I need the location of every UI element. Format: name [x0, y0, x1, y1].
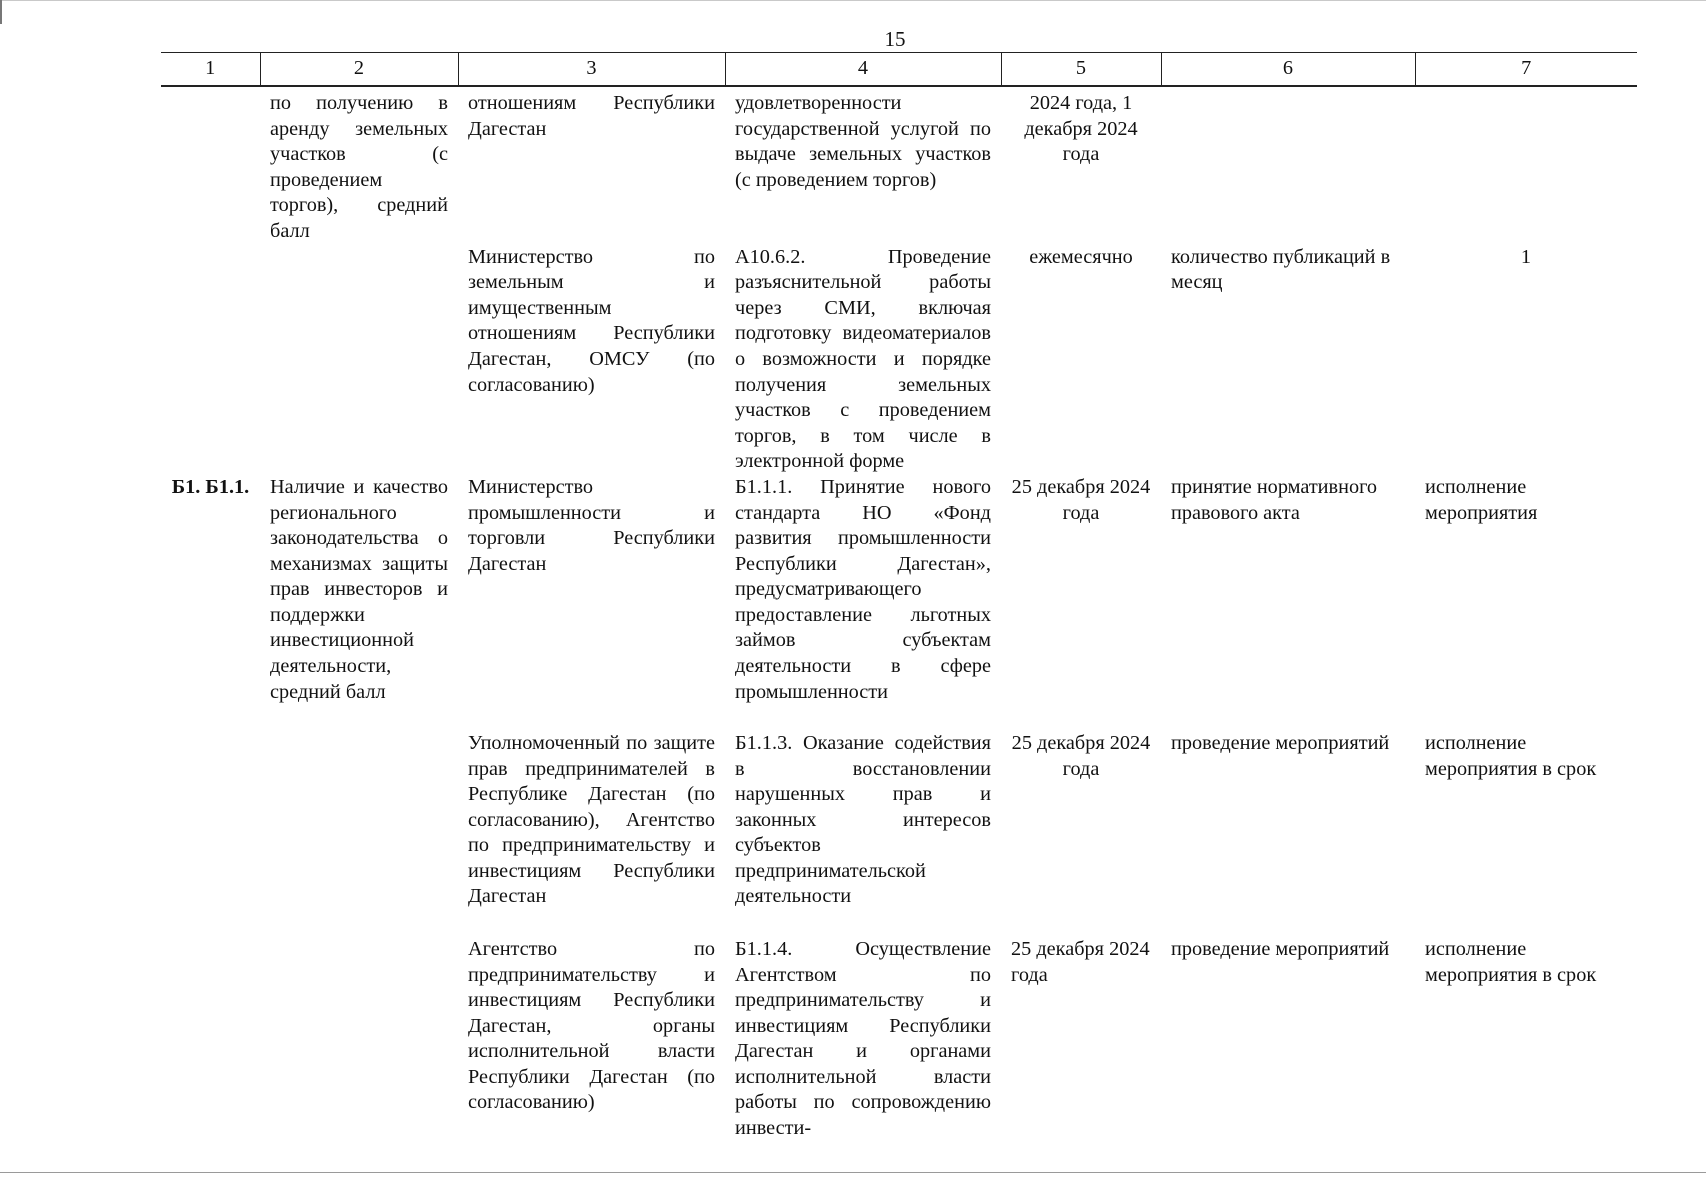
deadline: 25 декабря 2024 года	[1011, 937, 1150, 986]
item-code	[161, 86, 260, 245]
activity-description: А10.6.2. Проведение разъяснительной работы через СМИ, включая подготовку видеоматериалов о возможности и порядке получения земельных участков с проведением торгов, в том числе в электронной форме	[735, 245, 991, 473]
activity-description: Б1.1.1. Принятие нового стандарта НО «Фонд развития промышленности Республики Дагестан», предусматривающего предоставление льготных займов субъектам деятельности в сфере промышленности	[735, 475, 991, 703]
indicator-name: по получению в аренду земельных участков (с проведением торгов), средний балл	[270, 92, 448, 242]
table-row	[161, 937, 1637, 1142]
page-number: 15	[884, 27, 906, 51]
result-indicator: количество публикаций в месяц	[1171, 245, 1391, 294]
plan-table	[161, 52, 1637, 1142]
target-value	[1415, 86, 1637, 245]
target-value: 1	[1520, 245, 1532, 268]
result-indicator: принятие нормативного правового акта	[1171, 475, 1378, 524]
column-header-6: 6	[1161, 53, 1415, 87]
deadline: 25 декабря 2024 года	[1011, 475, 1151, 524]
deadline: 25 декабря 2024 года	[1011, 731, 1151, 780]
table-row	[161, 86, 1637, 245]
indicator-name: Наличие и качество регионального законодательства о механизмах защиты прав инвесторов и поддержки инвестиционной деятельности, средний балл	[270, 475, 448, 703]
item-code	[161, 937, 260, 1142]
indicator-name	[260, 731, 458, 937]
column-header-2: 2	[260, 53, 458, 87]
table-row	[161, 731, 1637, 937]
scan-edge-left	[0, 0, 2, 24]
result-indicator: проведение мероприятий	[1171, 937, 1390, 960]
scan-edge-top	[0, 0, 1706, 1]
result-indicator: проведение мероприятий	[1171, 731, 1390, 754]
activity-description: удовлетворенности государственной услугой по выдаче земельных участков (с проведением торгов)	[735, 92, 991, 191]
item-code: Б1. Б1.1.	[171, 475, 250, 498]
responsible-body: Министерство по земельным и имущественным отношениям Республики Дагестан, ОМСУ (по согласованию)	[468, 245, 715, 396]
target-value: исполнение мероприятия в срок	[1425, 937, 1597, 986]
column-header-1: 1	[161, 53, 260, 87]
table-row	[161, 245, 1637, 475]
scan-edge-bottom	[0, 1172, 1706, 1173]
table-row	[161, 475, 1637, 731]
indicator-name	[260, 937, 458, 1142]
deadline: ежемесячно	[1029, 245, 1133, 268]
deadline: 2024 года, 1 декабря 2024 года	[1024, 92, 1138, 166]
responsible-body: Уполномоченный по защите прав предпринимателей в Республике Дагестан (по согласованию), Агентство по предпринимательству и инвестициям Республики Дагестан	[468, 731, 715, 908]
table-header-row	[161, 53, 1637, 87]
responsible-body: Министерство промышленности и торговли Республики Дагестан	[468, 475, 715, 575]
target-value: исполнение мероприятия	[1425, 475, 1538, 524]
item-code	[161, 245, 260, 475]
result-indicator	[1161, 86, 1415, 245]
column-header-7: 7	[1415, 53, 1637, 87]
activity-description: Б1.1.4. Осуществление Агентством по предпринимательству и инвестициям Республики Дагестан и органами исполнительной власти работы по сопровождению инвести-	[735, 937, 991, 1140]
responsible-body: Агентство по предпринимательству и инвестициям Республики Дагестан, органы исполнительной власти Республики Дагестан (по согласованию)	[468, 937, 715, 1114]
target-value: исполнение мероприятия в срок	[1425, 731, 1597, 780]
indicator-name	[260, 245, 458, 475]
column-header-3: 3	[458, 53, 725, 87]
responsible-body: отношениям Республики Дагестан	[468, 92, 715, 140]
column-header-4: 4	[725, 53, 1001, 87]
column-header-5: 5	[1001, 53, 1161, 87]
activity-description: Б1.1.3. Оказание содействия в восстановлении нарушенных прав и законных интересов субъектов предпринимательской деятельности	[735, 731, 991, 908]
item-code	[161, 731, 260, 937]
